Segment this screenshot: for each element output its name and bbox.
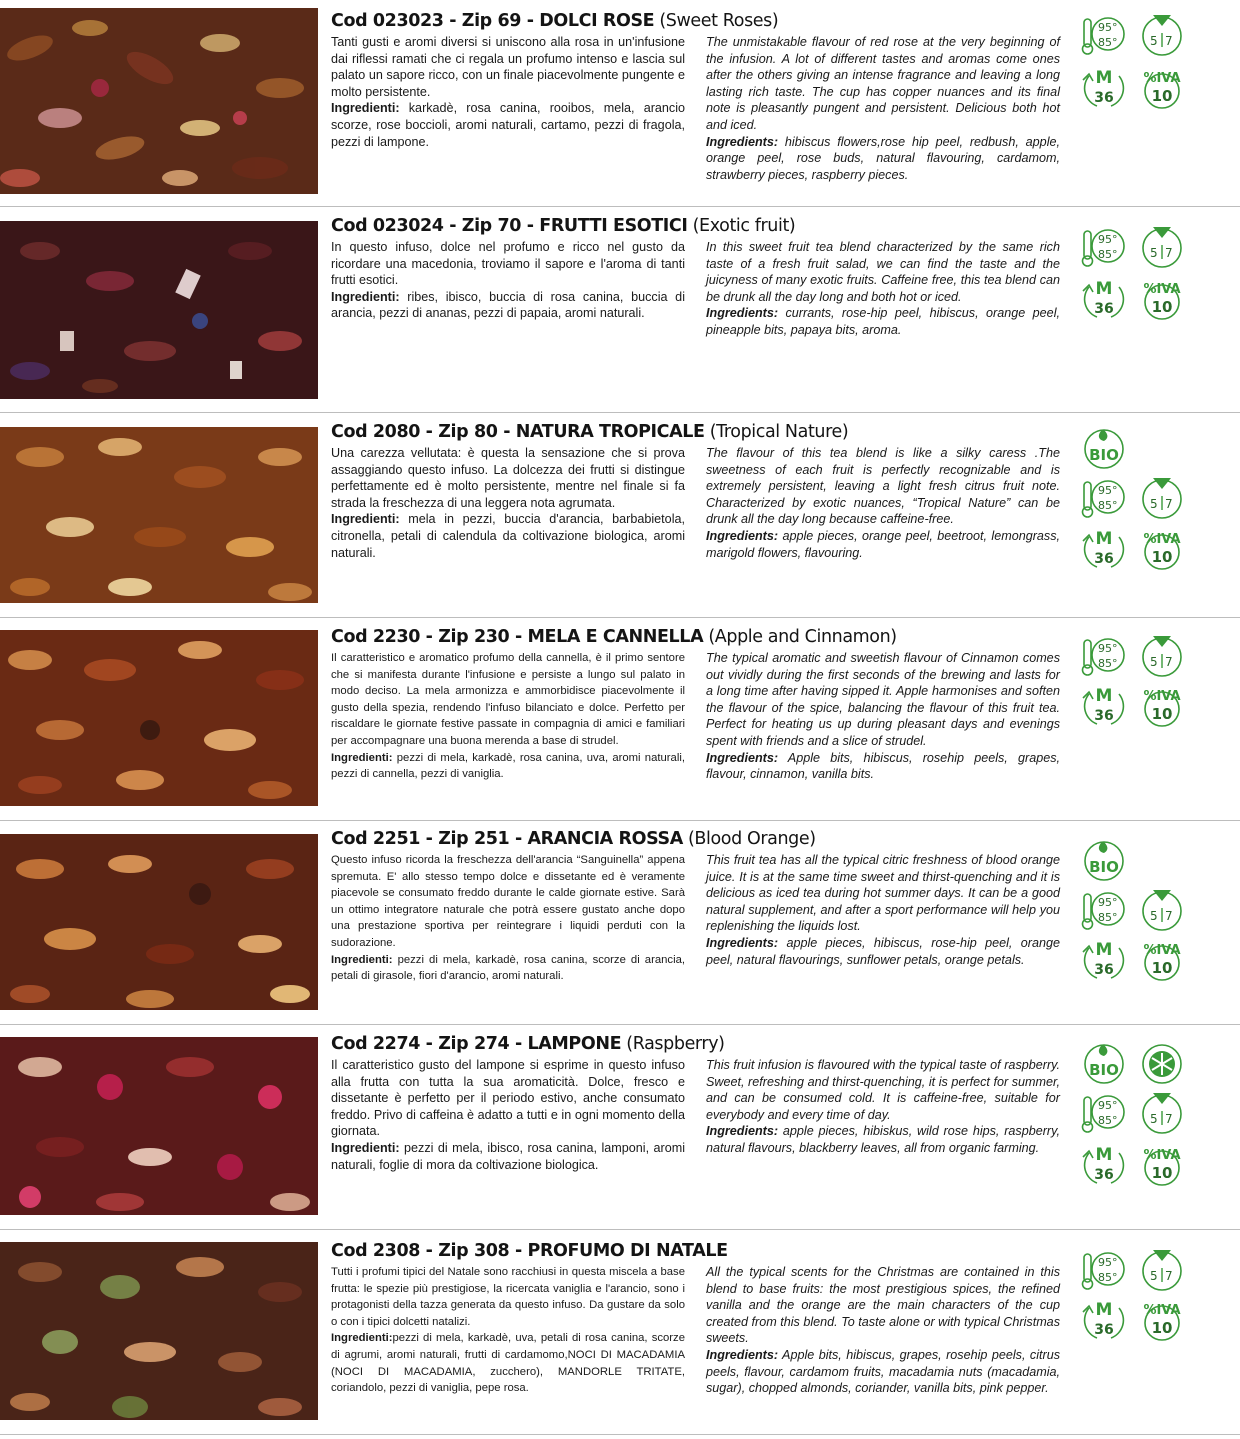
hourglass-badge [1139, 476, 1185, 522]
vat-badge [1139, 64, 1185, 110]
temperature-badge [1081, 1248, 1127, 1294]
tea-blend-photo [0, 221, 318, 399]
svg-text:10: 10 [1151, 959, 1173, 977]
italian-description: In questo infuso, dolce nel profumo e ricco nel gusto da ricordare una macedonia, troviamo il sapore e l'aroma di tanti frutti esotici. Ingredienti: ribes, ibisco, buccia di rosa canina, buccia di arancia, pezzi di ananas, pezzi di papaia, aromi naturali. [331, 240, 685, 321]
separator [0, 617, 1240, 618]
product-mela-e-cannella [0, 624, 1240, 822]
tea-blend-photo [0, 834, 318, 1010]
product-title: Cod 2251 - Zip 251 - ARANCIA ROSSA (Blood Orange) [331, 829, 816, 849]
svg-text:95°: 95° [1098, 1099, 1118, 1112]
svg-text:10: 10 [1151, 705, 1173, 723]
svg-text:BIO: BIO [1089, 858, 1119, 876]
bio-badge [1081, 1041, 1127, 1087]
english-description: All the typical scents for the Christmas are contained in this blend to base fruits: the most prestigious spices, the refined vanilla and the orange are the main characters of the cup created from this blend. To taste alone or with typical Christmas sweets. Ingredients: Apple bits, hibiscus, grapes, rosehip peels, citrus peels, flavour, cardamom fruits, macadamia nuts (macadamia, sugar), chopped almonds, coriander, vanilla bits, pink pepper. [706, 1265, 1060, 1396]
tea-blend-photo [0, 1242, 318, 1420]
svg-text:10: 10 [1151, 1164, 1173, 1182]
quantity-badge [1081, 682, 1127, 728]
svg-text:%IVA: %IVA [1143, 689, 1181, 704]
svg-text:36: 36 [1094, 1322, 1114, 1338]
italian-description: Il caratteristico e aromatico profumo della cannella, è il primo sentore che si manifesta durante l'infusione e persiste a lungo sul palato in modo deciso. La mela armonizza e ammorbidisce piacevolmente il gusto della spezia, rendendo l'infuso bilanciato e dolce. Perfetto per riscaldare le giornate festive passate in compagnia di amici e familiari per accompagnare una buona merenda a base di strudel. Ingredienti: pezzi di mela, karkadè, rosa canina, uva, aromi naturali, pezzi di cannella, pezzi di vaniglia. [331, 652, 685, 781]
hourglass-badge [1139, 225, 1185, 271]
svg-text:M: M [1095, 68, 1113, 88]
product-profumo-di-natale [0, 1238, 1240, 1436]
svg-text:%IVA: %IVA [1143, 71, 1181, 86]
svg-text:5: 5 [1150, 497, 1158, 511]
temperature-badge [1081, 13, 1127, 59]
svg-text:10: 10 [1151, 1319, 1173, 1337]
tea-blend-photo [0, 427, 318, 603]
product-title: Cod 2230 - Zip 230 - MELA E CANNELLA (Apple and Cinnamon) [331, 627, 897, 647]
svg-text:36: 36 [1094, 962, 1114, 978]
tea-blend-photo [0, 1037, 318, 1215]
svg-text:5: 5 [1150, 246, 1158, 260]
vat-badge [1139, 1296, 1185, 1342]
temperature-badge [1081, 1091, 1127, 1137]
hourglass-badge [1139, 634, 1185, 680]
tea-blend-photo [0, 630, 318, 806]
svg-text:36: 36 [1094, 551, 1114, 567]
svg-text:36: 36 [1094, 1167, 1114, 1183]
svg-text:85°: 85° [1098, 36, 1118, 49]
product-arancia-rossa [0, 826, 1240, 1024]
svg-text:10: 10 [1151, 548, 1173, 566]
svg-text:7: 7 [1165, 34, 1173, 48]
svg-text:95°: 95° [1098, 1256, 1118, 1269]
hourglass-badge [1139, 1248, 1185, 1294]
product-natura-tropicale [0, 419, 1240, 617]
svg-text:M: M [1095, 686, 1113, 706]
svg-text:7: 7 [1165, 1112, 1173, 1126]
quantity-badge [1081, 525, 1127, 571]
svg-text:85°: 85° [1098, 657, 1118, 670]
separator [0, 1229, 1240, 1230]
separator [0, 820, 1240, 821]
italian-description: Tanti gusti e aromi diversi si uniscono alla rosa in un'infusione dai riflessi ramati che ci regala un profumo intenso e lascia sul palato un sapore ricco, con un finale piacevolmente pungente e molto persistente. Ingredienti: karkadè, rosa canina, rooibos, mela, arancio scorze, rose boccioli, aromi naturali, cartamo, pezzi di fragola, pezzi di lampone. [331, 35, 685, 149]
svg-text:5: 5 [1150, 909, 1158, 923]
svg-text:%IVA: %IVA [1143, 282, 1181, 297]
svg-text:M: M [1095, 1145, 1113, 1165]
svg-text:95°: 95° [1098, 896, 1118, 909]
english-description: The unmistakable flavour of red rose at the very beginning of the infusion. A lot of different tastes and aromas come ones after the others giving an intense fragrance and leaving a long lasting rich taste. The cup has copper nuances and its final note is pleasantly pungent and persistent. Delicious both hot and iced. Ingredients: hibiscus flowers,rose hip peel, redbush, apple, orange peel, rose buds, natural flavouring, cardamom, strawberry pieces, raspberry pieces. [706, 35, 1060, 182]
svg-text:95°: 95° [1098, 642, 1118, 655]
svg-text:BIO: BIO [1089, 1061, 1119, 1079]
svg-text:85°: 85° [1098, 911, 1118, 924]
svg-text:5: 5 [1150, 1112, 1158, 1126]
bio-badge [1081, 426, 1127, 472]
italian-description: Questo infuso ricorda la freschezza dell'arancia “Sanguinella” appena spremuta. E' allo stesso tempo dolce e dissetante ed è veramente piacevole se consumato freddo durante le calde giornate estive. Sarà un ottimo integratore naturale che potrà essere gustato anche dopo una prestazione sportiva per reintegrare i liquidi perduti con la sudorazione. Ingredienti: pezzi di mela, karkadè, rosa canina, scorze di arancia, petali di girasole, fiori d'arancio, aromi naturali. [331, 854, 685, 983]
separator [0, 1434, 1240, 1435]
italian-description: Tutti i profumi tipici del Natale sono racchiusi in questa miscela a base frutta: le spezie più prestigiose, la ricercata vaniglia e l'arancio, sono i protagonisti della tazza generata da questo infuso. Da gustare da solo o con i tipici dolcetti natalizi. Ingredienti:pezzi di mela, karkadè, uva, petali di rosa canina, scorze di agrumi, aromi naturali, frutti di cardamomo,NOCI DI MACADAMIA (NOCI DI MACADAMIA, zucchero), MANDORLE TRITATE, coriandolo, pezzi di vaniglia, pepe rosa. [331, 1266, 685, 1395]
svg-text:7: 7 [1165, 1269, 1173, 1283]
product-title: Cod 023023 - Zip 69 - DOLCI ROSE (Sweet Roses) [331, 11, 779, 31]
svg-text:M: M [1095, 940, 1113, 960]
svg-text:M: M [1095, 279, 1113, 299]
svg-text:5: 5 [1150, 655, 1158, 669]
product-title: Cod 2308 - Zip 308 - PROFUMO DI NATALE [331, 1241, 728, 1261]
temperature-badge [1081, 225, 1127, 271]
quantity-badge [1081, 1141, 1127, 1187]
quantity-badge [1081, 64, 1127, 110]
svg-text:BIO: BIO [1089, 446, 1119, 464]
italian-description: Il caratteristico gusto del lampone si esprime in questo infuso alla frutta con tutta la sua aromaticità. Dolce, fresco e dissetante è perfetto per il periodo estivo, anche consumato freddo. Privo di caffeina è adatto a tutti e in ogni momento della giornata. Ingredienti: pezzi di mela, ibisco, rosa canina, lamponi, aromi naturali, foglie di mora da coltivazione biologica. [331, 1058, 685, 1172]
svg-text:7: 7 [1165, 497, 1173, 511]
svg-text:10: 10 [1151, 87, 1173, 105]
product-title: Cod 2080 - Zip 80 - NATURA TROPICALE (Tropical Nature) [331, 422, 849, 442]
svg-text:5: 5 [1150, 1269, 1158, 1283]
svg-text:7: 7 [1165, 246, 1173, 260]
svg-text:36: 36 [1094, 301, 1114, 317]
vat-badge [1139, 275, 1185, 321]
svg-text:M: M [1095, 1300, 1113, 1320]
svg-text:7: 7 [1165, 655, 1173, 669]
bio-badge [1081, 838, 1127, 884]
svg-text:85°: 85° [1098, 499, 1118, 512]
vat-badge [1139, 1141, 1185, 1187]
english-description: The typical aromatic and sweetish flavour of Cinnamon comes out vividly during the first seconds of the brewing and lasts for a long time after having sipped it. Apple harmonises and soften the flavour of the spice, balancing the flavour of this fruit tea. Perfect for heating us up during pleasant days and evenings spent with friends and a slice of strudel. Ingredients: Apple bits, hibiscus, rosehip peels, grapes, flavour, cinnamon, vanilla bits. [706, 651, 1060, 782]
svg-text:36: 36 [1094, 90, 1114, 106]
temperature-badge [1081, 476, 1127, 522]
svg-text:%IVA: %IVA [1143, 1148, 1181, 1163]
svg-text:M: M [1095, 529, 1113, 549]
hourglass-badge [1139, 888, 1185, 934]
temperature-badge [1081, 634, 1127, 680]
svg-text:95°: 95° [1098, 484, 1118, 497]
product-frutti-esotici [0, 213, 1240, 411]
svg-text:%IVA: %IVA [1143, 1303, 1181, 1318]
product-lampone [0, 1031, 1240, 1229]
snowflake-icon [1139, 1041, 1185, 1087]
vat-badge [1139, 525, 1185, 571]
svg-text:%IVA: %IVA [1143, 532, 1181, 547]
svg-text:5: 5 [1150, 34, 1158, 48]
italian-description: Una carezza vellutata: è questa la sensazione che si prova assaggiando questo infuso. La dolcezza dei frutti si distingue perfettamente ed è molto persistente, mentre nel finale si fa strada la freschezza di una leggera nota agrumata. Ingredienti: mela in pezzi, buccia d'arancia, barbabietola, citronella, petali di calendula da coltivazione biologica, aromi naturali. [331, 446, 685, 560]
quantity-badge [1081, 275, 1127, 321]
english-description: In this sweet fruit tea blend characterized by the same rich taste of a fresh fruit salad, we can find the taste and the juicyness of many exotic fruits. Caffeine free, this tea blend can be drunk all the day long and both hot or iced. Ingredients: currants, rose-hip peel, hibiscus, orange peel, pineapple bits, papaya bits, aroma. [706, 240, 1060, 337]
svg-text:95°: 95° [1098, 21, 1118, 34]
svg-text:%IVA: %IVA [1143, 943, 1181, 958]
svg-text:85°: 85° [1098, 1271, 1118, 1284]
english-description: The flavour of this tea blend is like a silky caress .The sweetness of each fruit is perfectly recognizable and is extremely persistent, leaving a light fresh citrus fruit note. Characterized by exotic nuances, “Tropical Nature” can be drunk all the day long because caffeine-free. Ingredients: apple pieces, orange peel, beetroot, lemongrass, marigold flowers, flavouring. [706, 446, 1060, 560]
quantity-badge [1081, 936, 1127, 982]
separator [0, 206, 1240, 207]
product-dolci-rose [0, 8, 1240, 206]
svg-text:7: 7 [1165, 909, 1173, 923]
product-title: Cod 023024 - Zip 70 - FRUTTI ESOTICI (Exotic fruit) [331, 216, 796, 236]
english-description: This fruit infusion is flavoured with the typical taste of raspberry. Sweet, refreshing and thirst-quenching, it is perfect for summer, and can be consumed cold. It is caffeine-free, suitable for everybody and every time of day. Ingredients: apple pieces, hibiskus, wild rose hips, raspberry, natural flavours, blackberry leaves, all from organic farming. [706, 1058, 1060, 1155]
separator [0, 412, 1240, 413]
quantity-badge [1081, 1296, 1127, 1342]
product-title: Cod 2274 - Zip 274 - LAMPONE (Raspberry) [331, 1034, 725, 1054]
english-description: This fruit tea has all the typical citric freshness of blood orange juice. It is at the same time sweet and thirst-quenching and it is delicious as iced tea during hot summer days. It can be a good natural supplement, and after a sport performance will help you replenishing the liquids lost. Ingredients: apple pieces, hibiscus, rose-hip peel, orange peel, natural flavourings, sunflower petals, orange petals. [706, 853, 1060, 967]
vat-badge [1139, 936, 1185, 982]
hourglass-badge [1139, 13, 1185, 59]
svg-text:10: 10 [1151, 298, 1173, 316]
svg-text:85°: 85° [1098, 248, 1118, 261]
separator [0, 1024, 1240, 1025]
temperature-badge [1081, 888, 1127, 934]
svg-text:85°: 85° [1098, 1114, 1118, 1127]
vat-badge [1139, 682, 1185, 728]
hourglass-badge [1139, 1091, 1185, 1137]
svg-text:36: 36 [1094, 708, 1114, 724]
svg-text:95°: 95° [1098, 233, 1118, 246]
tea-blend-photo [0, 8, 318, 194]
